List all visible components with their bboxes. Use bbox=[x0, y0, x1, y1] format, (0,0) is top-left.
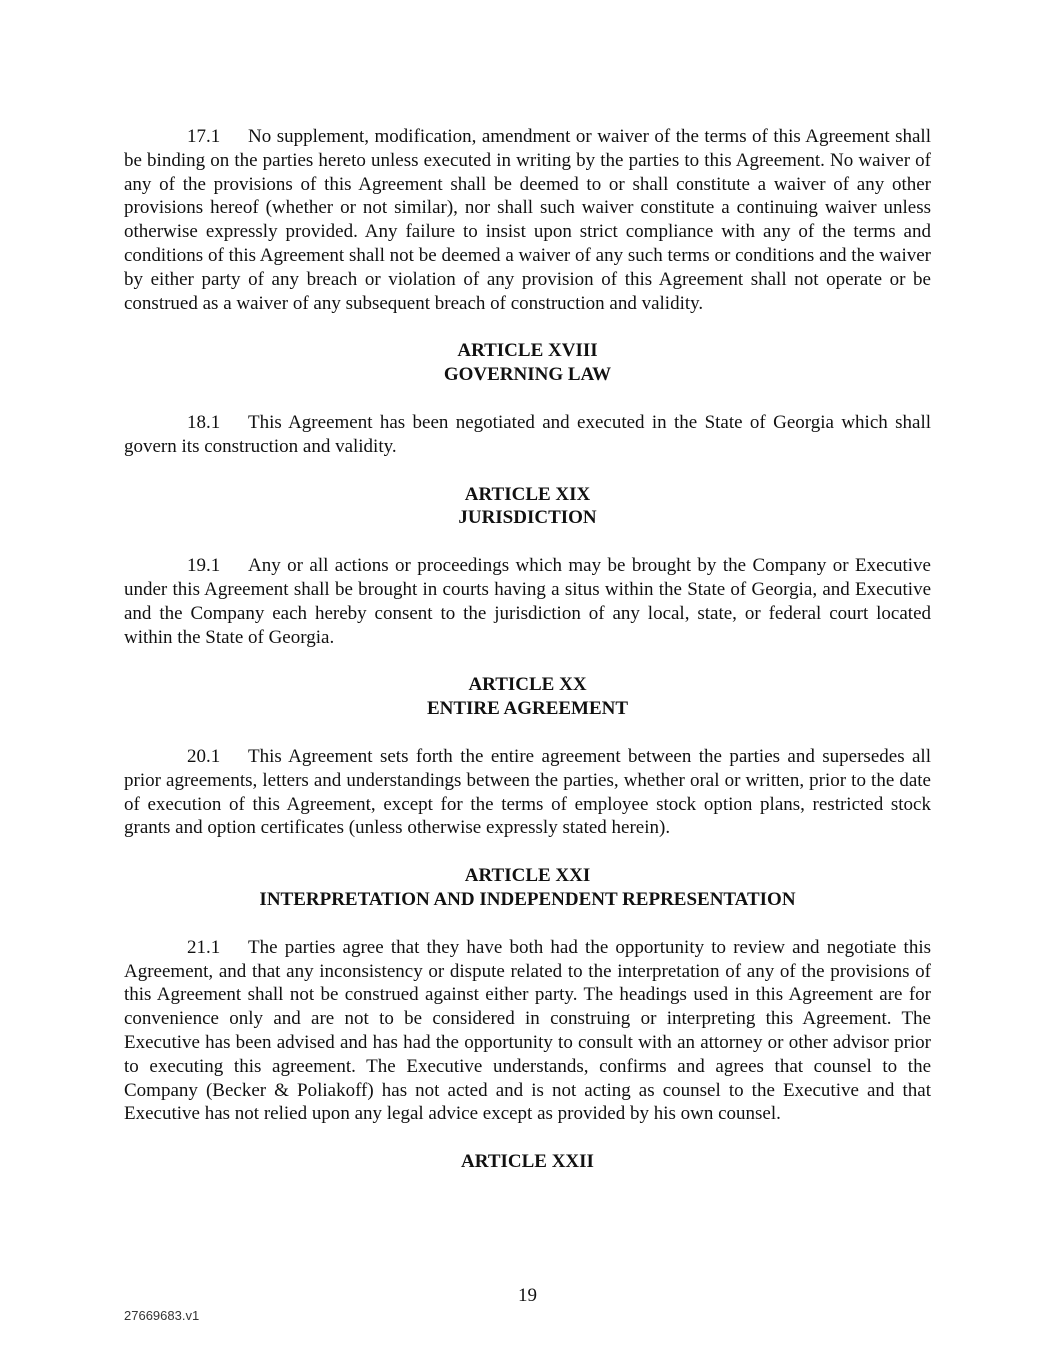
section-number: 19.1 bbox=[187, 555, 221, 577]
page-number: 19 bbox=[518, 1285, 537, 1306]
article-label: ARTICLE XXI bbox=[464, 865, 591, 887]
section-text: No supplement, modification, amendment or waiver of the terms of this Agreement shall be binding on the parties hereto unless executed in writing by the parties to this Agreement. No waiver of any of the provisions of this Agreement shall be deemed to or shall constitute a waiver of any other provisions hereof (whether or not similar), nor shall such waiver constitute a continuing waiver unless otherwise expressly provided. Any failure to insist upon strict compliance with any of the terms and conditions of this Agreement shall not be deemed a waiver of any such terms or conditions and the waiver by either party of any breach or violation of any provision of this Agreement shall not operate or be construed as a waiver of any subsequent breach of construction and validity. bbox=[124, 126, 931, 314]
article-label: ARTICLE XXII bbox=[461, 1151, 594, 1173]
document-id: 27669683.v1 bbox=[124, 1308, 200, 1323]
section-number: 20.1 bbox=[187, 745, 221, 767]
article-xix-heading bbox=[124, 483, 931, 531]
section-text: Any or all actions or proceedings which may be brought by the Company or Executive under this Agreement shall be brought in courts having a situs within the State of Georgia, and Executive and the Company each hereby consent to the jurisdiction of any local, state, or federal court located within the State of Georgia. bbox=[124, 555, 931, 648]
article-label: ARTICLE XIX bbox=[464, 483, 591, 505]
article-title: INTERPRETATION AND INDEPENDENT REPRESENTATION bbox=[259, 888, 796, 910]
section-number: 21.1 bbox=[187, 936, 221, 958]
section-18-1-paragraph bbox=[124, 411, 931, 459]
article-label: ARTICLE XVIII bbox=[457, 340, 598, 362]
section-text: This Agreement has been negotiated and executed in the State of Georgia which shall govern its construction and validity. bbox=[124, 411, 931, 457]
section-text: The parties agree that they have both had the opportunity to review and negotiate this Agreement, and that any inconsistency or dispute related to the interpretation of any of the provisions of this Agreement shall not be construed against either party. The headings used in this Agreement are for convenience only and are not to be considered in construing or interpreting this Agreement. The Executive has been advised and has had the opportunity to consult with an attorney or other advisor prior to executing this agreement. The Executive understands, confirms and agrees that counsel to the Company (Becker & Poliakoff) has not acted and is not acting as counsel to the Executive and that Executive has not relied upon any legal advice except as provided by his own counsel. bbox=[124, 936, 931, 1125]
section-21-1-paragraph bbox=[124, 936, 931, 1126]
article-xxii-heading bbox=[124, 1150, 931, 1174]
document-page bbox=[124, 125, 931, 1174]
article-title: JURISDICTION bbox=[458, 507, 597, 529]
article-xviii-heading bbox=[124, 339, 931, 387]
article-title: GOVERNING LAW bbox=[443, 364, 612, 386]
section-number: 17.1 bbox=[187, 126, 221, 147]
section-number: 18.1 bbox=[187, 411, 221, 433]
article-label: ARTICLE XX bbox=[468, 674, 587, 696]
article-xxi-heading bbox=[124, 864, 931, 912]
article-title: ENTIRE AGREEMENT bbox=[426, 698, 629, 720]
section-17-1-paragraph bbox=[124, 125, 931, 315]
article-xx-heading bbox=[124, 673, 931, 721]
section-19-1-paragraph bbox=[124, 554, 931, 649]
section-20-1-paragraph bbox=[124, 745, 931, 840]
section-text: This Agreement sets forth the entire agreement between the parties and supersedes all prior agreements, letters and understandings between the parties, whether oral or written, prior to the date of execution of this Agreement, except for the terms of employee stock option plans, restricted stock grants and option certificates (unless otherwise expressly stated herein). bbox=[124, 745, 931, 839]
